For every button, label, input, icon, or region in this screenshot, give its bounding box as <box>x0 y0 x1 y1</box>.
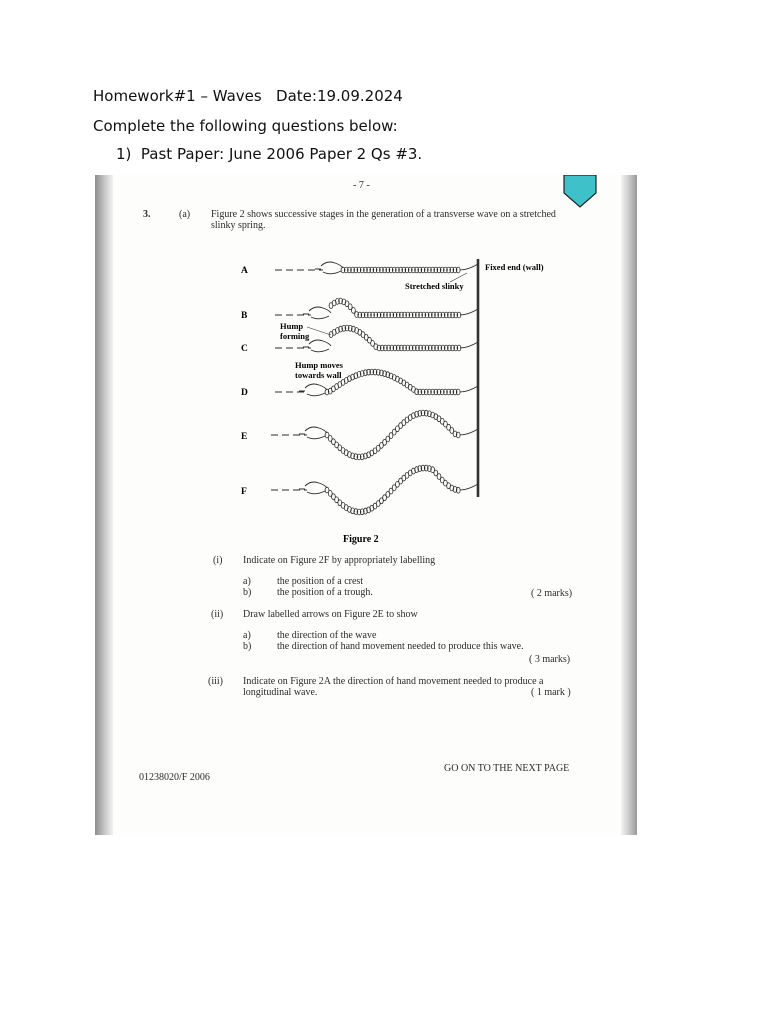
row-label-e: E <box>241 432 248 442</box>
slinky-coils <box>325 410 460 460</box>
question-number: 3. <box>143 209 151 220</box>
instructions-line: Complete the following questions below: <box>93 117 398 135</box>
question-i-marks: ( 2 marks) <box>531 588 573 599</box>
question-i-b-number: b) <box>243 587 252 598</box>
list-item-past-paper: 1) Past Paper: June 2006 Paper 2 Qs #3. <box>116 145 423 163</box>
hand-sketch <box>299 384 327 396</box>
hand-sketch <box>315 262 343 274</box>
question-ii-text: Draw labelled arrows on Figure 2E to show <box>243 609 418 620</box>
slinky-coils <box>329 298 461 318</box>
question-ii-b-number: b) <box>243 641 252 652</box>
figure-2-diagram <box>95 175 637 555</box>
question-iii-text-line1: Indicate on Figure 2A the direction of hand movement needed to produce a <box>243 676 544 687</box>
slinky-coils <box>329 325 461 351</box>
slinky-coils <box>325 465 460 515</box>
label-towards-wall: towards wall <box>295 370 342 380</box>
hand-sketch <box>299 427 327 439</box>
wall-connector <box>460 309 478 315</box>
wall-connector <box>460 386 478 392</box>
hand-sketch <box>303 307 331 319</box>
question-i-text: Indicate on Figure 2F by appropriately labelling <box>243 555 436 566</box>
question-ii-a-number: a) <box>243 630 251 641</box>
row-label-c: C <box>241 344 248 354</box>
row-label-b: B <box>241 311 248 321</box>
question-i-a-text: the position of a crest <box>277 576 364 587</box>
scanned-exam-page <box>95 175 637 835</box>
row-label-a: A <box>241 266 248 276</box>
question-ii-b-text: the direction of hand movement needed to produce this wave. <box>277 641 524 652</box>
footer-paper-code: 01238020/F 2006 <box>139 772 210 783</box>
question-iii-marks: ( 1 mark ) <box>531 687 571 698</box>
wall-connector <box>460 429 478 435</box>
question-i-a-number: a) <box>243 576 251 587</box>
question-part: (a) <box>179 209 191 220</box>
figure-caption: Figure 2 <box>343 534 379 545</box>
label-hump-moves: Hump moves <box>295 360 343 370</box>
intro-text-line1: Figure 2 shows successive stages in the generation of a transverse wave on a stretched <box>211 209 556 220</box>
question-iii-text-line2: longitudinal wave. <box>243 687 318 698</box>
footer-next-page: GO ON TO THE NEXT PAGE <box>444 763 570 774</box>
question-ii-a-text: the direction of the wave <box>277 630 377 641</box>
label-fixed-end: Fixed end (wall) <box>485 262 544 272</box>
wall-connector <box>460 484 478 490</box>
label-hump: Hump <box>280 321 304 331</box>
intro-text-line2: slinky spring. <box>211 220 266 231</box>
wall-connector <box>460 264 478 270</box>
row-label-d: D <box>241 388 248 398</box>
question-ii-marks: ( 3 marks) <box>529 654 571 665</box>
homework-title: Homework#1 – Waves Date:19.09.2024 <box>93 87 403 105</box>
slinky-coils <box>341 267 460 273</box>
label-stretched-slinky: Stretched slinky <box>405 281 464 291</box>
question-ii-number: (ii) <box>211 609 224 620</box>
question-i-number: (i) <box>213 555 223 566</box>
page-number: - 7 - <box>353 180 370 191</box>
hand-sketch <box>303 340 331 352</box>
hand-sketch <box>299 482 327 494</box>
question-iii-number: (iii) <box>208 676 223 687</box>
slinky-coils <box>325 369 460 395</box>
wall-connector <box>460 342 478 348</box>
question-i-b-text: the position of a trough. <box>277 587 373 598</box>
label-forming: forming <box>280 331 310 341</box>
row-label-f: F <box>241 487 247 497</box>
